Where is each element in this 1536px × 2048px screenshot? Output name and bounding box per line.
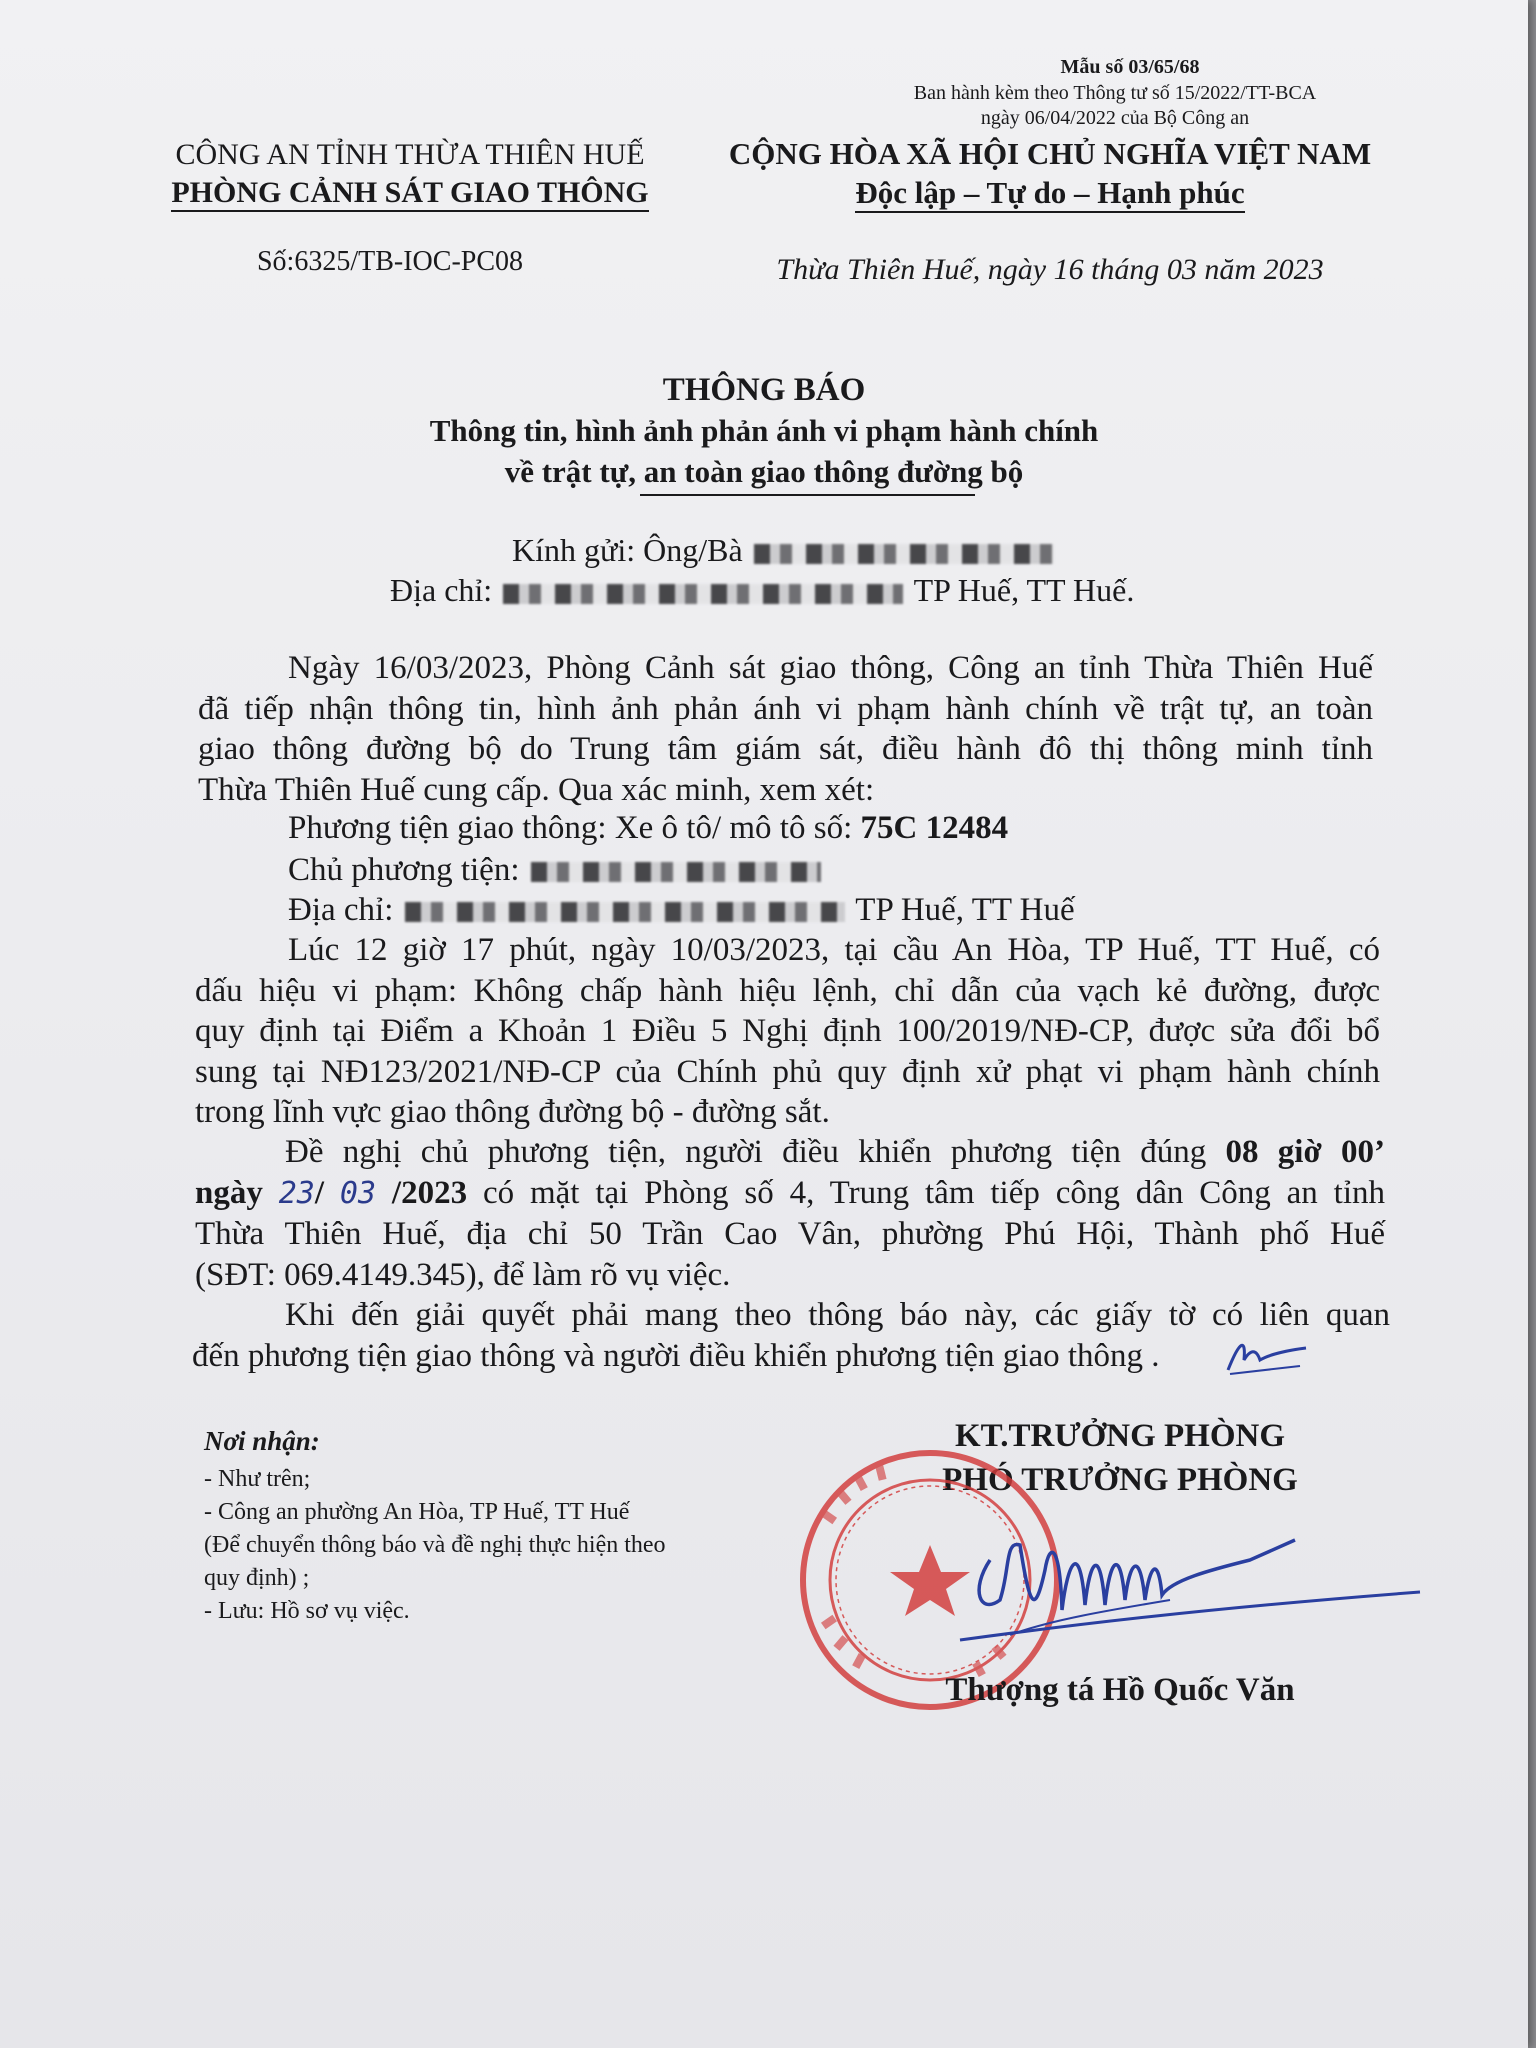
form-basis-line-2: ngày 06/04/2022 của Bộ Công an [980, 107, 1250, 129]
redacted-owner [531, 862, 821, 882]
motto-text: Độc lập – Tự do – Hạnh phúc [855, 175, 1244, 213]
agency-name-text: PHÒNG CẢNH SÁT GIAO THÔNG [171, 176, 648, 212]
form-number: Mẫu số 03/65/68 [1060, 56, 1200, 78]
appointment-place: có mặt tại Phòng số 4, Trung tâm tiếp công dân Công an tỉnh [467, 1174, 1385, 1211]
appointment-line-3: Thừa Thiên Huế, địa chỉ 50 Trần Cao Vân, phường Phú Hội, Thành phố Huế [195, 1216, 1385, 1252]
owner-line [288, 852, 824, 889]
initial-mark [1220, 1330, 1310, 1380]
violation-line-2: dấu hiệu vi phạm: Không chấp hành hiệu lệnh, chỉ dẫn của vạch kẻ đường, được [195, 972, 1380, 1009]
recipient-label: Kính gửi: Ông/Bà [512, 532, 743, 568]
violation-line-5: trong lĩnh vực giao thông đường bộ - đường sắt. [195, 1094, 830, 1130]
recipient-address-line [390, 572, 1134, 609]
document-title: THÔNG BÁO [662, 372, 866, 408]
recipient-item-4: quy định) ; [204, 1565, 310, 1591]
paragraph-intro [198, 648, 1373, 810]
paragraph-violation [195, 930, 1380, 1133]
recipients-list [204, 1463, 666, 1628]
owner-label: Chủ phương tiện: [288, 852, 520, 888]
signer-name: Thượng tá Hồ Quốc Văn [945, 1672, 1295, 1708]
address-suffix: TP Huế, TT Huế. [913, 572, 1135, 608]
document-subtitle-1: Thông tin, hình ảnh phản ánh vi phạm hành chính [429, 413, 1099, 448]
violation-line-3: quy định tại Điểm a Khoản 1 Điều 5 Nghị định 100/2019/NĐ-CP, được sửa đổi bổ [195, 1013, 1380, 1049]
appointment-year: /2023 [391, 1174, 468, 1211]
appointment-line-2: ngày 23/ 03 /2023 có mặt tại Phòng số 4, Trung tâm tiếp công dân Công an tỉnh [195, 1174, 1385, 1211]
recipient-item-5: - Lưu: Hồ sơ vụ việc. [204, 1598, 410, 1624]
owner-address-line [288, 892, 1075, 929]
appointment-day-label: ngày [195, 1174, 263, 1211]
document-number: Số:6325/TB-IOC-PC08 [256, 246, 524, 277]
intro-line-1: Ngày 16/03/2023, Phòng Cảnh sát giao thông, Công an tỉnh Thừa Thiên Huế [288, 650, 1373, 686]
form-basis-line-1: Ban hành kèm theo Thông tư số 15/2022/TT-BCA [913, 82, 1317, 104]
country-name: CỘNG HÒA XÃ HỘI CHỦ NGHĨA VIỆT NAM [728, 136, 1372, 171]
handwritten-day: 23 [278, 1175, 315, 1211]
instructions-line-1: Khi đến giải quyết phải mang theo thông báo này, các giấy tờ có liên quan [285, 1297, 1390, 1333]
owner-address-label: Địa chỉ: [288, 892, 394, 928]
document-subtitle-2 [0, 454, 1528, 490]
agency-parent: CÔNG AN TỈNH THỪA THIÊN HUẾ [175, 138, 645, 171]
recipients-title: Nơi nhận: [204, 1426, 320, 1456]
document-subtitle-2-text: về trật tự, an toàn giao thông đường bộ [504, 454, 1024, 489]
recipient-line [512, 532, 1057, 569]
intro-line-2: đã tiếp nhận thông tin, hình ảnh phản ánh vi phạm hành chính về trật tự, an toàn [198, 690, 1373, 727]
vehicle-label: Phương tiện giao thông: Xe ô tô/ mô tô số: [288, 810, 861, 846]
instructions-line-2: đến phương tiện giao thông và người điều khiển phương tiện giao thông . [192, 1337, 1160, 1374]
appointment-text: Đề nghị chủ phương tiện, người điều khiển phương tiện đúng [285, 1134, 1226, 1170]
violation-line-4: sung tại NĐ123/2021/NĐ-CP của Chính phủ quy định xử phạt vi phạm hành chính [195, 1053, 1380, 1090]
appointment-line-4: (SĐT: 069.4149.345), để làm rõ vụ việc. [195, 1256, 731, 1293]
paragraph-instructions [192, 1295, 1390, 1376]
address-label: Địa chỉ: [390, 572, 493, 608]
agency-name [140, 176, 680, 210]
owner-address-suffix: TP Huế, TT Huế [855, 892, 1075, 928]
recipient-item-1: - Như trên; [204, 1466, 311, 1492]
paragraph-appointment [195, 1132, 1385, 1295]
motto [700, 175, 1400, 211]
recipient-item-2: - Công an phường An Hòa, TP Huế, TT Huế [204, 1499, 630, 1525]
appointment-line-1 [195, 1132, 1385, 1173]
signer-role-2: PHÓ TRƯỞNG PHÒNG [942, 1462, 1298, 1498]
redacted-name [754, 544, 1054, 564]
title-underline [640, 494, 975, 496]
vehicle-plate: 75C 12484 [860, 810, 1009, 846]
appointment-time: 08 giờ 00’ [1225, 1134, 1385, 1170]
signer-role-1: KT.TRƯỞNG PHÒNG [955, 1418, 1285, 1454]
vehicle-line [288, 810, 1008, 847]
redacted-owner-address [405, 902, 845, 922]
handwritten-month: 03 [339, 1175, 377, 1211]
handwritten-signature [950, 1500, 1430, 1660]
redacted-address [503, 584, 903, 604]
place-date: Thừa Thiên Huế, ngày 16 tháng 03 năm 2023 [776, 253, 1324, 286]
recipient-item-3: (Để chuyển thông báo và đề nghị thực hiện theo [204, 1532, 666, 1558]
violation-line-1: Lúc 12 giờ 17 phút, ngày 10/03/2023, tại cầu An Hòa, TP Huế, TT Huế, có [288, 932, 1380, 968]
intro-line-4: Thừa Thiên Huế cung cấp. Qua xác minh, xem xét: [198, 771, 875, 808]
intro-line-3: giao thông đường bộ do Trung tâm giám sát, điều hành đô thị thông minh tỉnh [198, 731, 1373, 767]
